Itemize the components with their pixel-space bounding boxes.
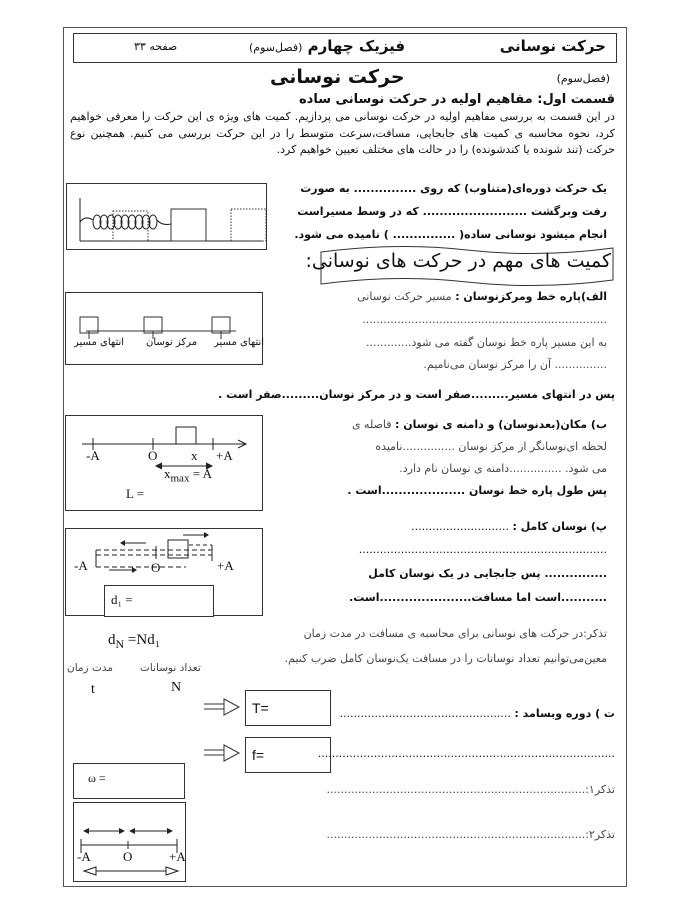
part-d-heading: ت ) دوره وبسامد :	[514, 707, 615, 720]
path-label-end-right: انتهای مسیر	[214, 337, 265, 348]
spring-mass-icon	[67, 184, 268, 251]
note-line-2: معین‌می‌توانیم تعداد نوسانات را در مسافت یک‌نوسان کامل ضرب کنیم.	[284, 652, 607, 665]
part-c-line-1	[411, 520, 607, 533]
implies-arrow-icon	[204, 697, 244, 717]
bottom-label-plus-a: +A	[169, 849, 186, 864]
axis-label-plus-a: +A	[216, 448, 233, 463]
part-b-line-1	[352, 418, 607, 431]
note-1: تذکر۱:..........................................................................	[326, 783, 615, 796]
axis-label-origin: O	[148, 448, 158, 463]
bottom-label-origin: O	[123, 849, 133, 864]
part-b-heading: ب) مکان(بعدنوسان) و دامنه ی نوسان :	[395, 418, 607, 431]
spring-diagram	[66, 183, 267, 250]
xmax-eq: = A	[192, 466, 212, 481]
period-box[interactable]: T=	[245, 690, 331, 726]
part-a-line-2: ......................................................................	[362, 313, 607, 326]
path-segment-icon	[66, 293, 264, 366]
full-label-minus-a: -A	[74, 558, 88, 573]
xmax-symbol: x	[164, 466, 171, 481]
part-b-line-2: لحظه ای‌نوسانگر از مرکز نوسان ...............نامیده	[375, 440, 607, 453]
path-label-end-left: انتهای مسیر	[74, 337, 125, 348]
page-title: حرکت نوسانی	[270, 66, 405, 88]
symbol-n: N	[171, 680, 182, 695]
axis-icon	[66, 416, 264, 512]
note-line-1: تذکر:در حرکت های نوسانی برای محاسبه ی مسافت در مدت زمان	[303, 627, 607, 640]
xmax-equation	[164, 466, 212, 485]
axis-label-minus-a: -A	[86, 448, 100, 463]
path-diagram	[65, 292, 263, 365]
header-topic: حرکت نوسانی	[499, 37, 606, 55]
definition-line-2: رفت وبرگشت ......................... که در وسط مسیراست	[297, 205, 607, 218]
header-page-number: صفحه ۳۳	[134, 40, 178, 53]
full-label-origin: O	[151, 560, 161, 575]
axis-label-x: x	[191, 448, 198, 463]
omega-box[interactable]: ω =	[73, 763, 185, 799]
header-chapter: (فصل‌سوم)	[249, 41, 303, 54]
part-d-blank: .................................................	[339, 707, 515, 720]
path-label-center: مرکز نوسان	[146, 337, 198, 348]
definition-line-3: انجام میشود نوسانی ساده( ............... ) نامیده می شود.	[294, 228, 607, 241]
bottom-axis-icon	[74, 803, 187, 883]
chapter-label: (فصل‌سوم)	[556, 72, 610, 85]
label-duration: مدت زمان	[67, 662, 113, 674]
label-oscillation-count: تعداد نوسانات	[140, 662, 201, 674]
banner-title: کمیت های مهم در حرکت های نوسانی:	[305, 250, 611, 272]
definition-line-1: یک حرکت دوره‌ای(متناوب) که روی ............... به صورت	[300, 182, 607, 195]
formula-sub: N	[115, 637, 125, 651]
part-d-line-1	[340, 707, 615, 720]
part-a-line-4: ............... آن را مرکز نوسان می‌نامیم.	[423, 358, 607, 371]
part-a-line-3: به این مسیر پاره خط نوسان گفته می شود.............	[366, 336, 607, 349]
part-a-heading: الف)پاره خط ومرکزنوسان :	[455, 290, 607, 303]
d1-box[interactable]: d₁ =	[104, 585, 214, 617]
page-header	[73, 33, 617, 63]
part-c-heading: پ) نوسان کامل :	[512, 520, 607, 533]
intro-paragraph: در این قسمت به بررسی مفاهیم اولیه در حرکت نوسانی می پردازیم. کمیت های ویژه ی این حرکت را معرفی خواهیم کرد، نحوه محاسبه ی کمیت های جابجایی، مسافت،سرعت متوسط را در این حرکت بررسی می کنیم. همچنین نوع حرکت (تند شونده یا کندشونده) را در حالت های مختلف تعیین خواهیم کرد.	[70, 110, 615, 156]
xmax-sub: max	[170, 472, 190, 485]
full-label-plus-a: +A	[217, 558, 234, 573]
part-c-line-4: ...........است اما مسافت......................است.	[349, 591, 607, 604]
implies-arrow-icon-2	[204, 743, 244, 763]
part-a-summary: پس در انتهای مسیر.........صفر است و در مرکز نوسان.........صفر است .	[218, 388, 615, 401]
header-book	[249, 37, 405, 55]
part-c-line-2: .......................................................................	[358, 543, 607, 556]
part-c-line-3: ............... پس جابجایی در یک نوسان کامل	[368, 567, 607, 580]
part-c-blank: ............................	[411, 520, 513, 533]
frequency-box[interactable]: f=	[245, 737, 331, 773]
distance-formula	[108, 632, 160, 652]
part-a-desc: مسیر حرکت نوسانی	[357, 290, 456, 303]
formula-lhs: d	[108, 632, 116, 648]
length-label: L =	[126, 486, 145, 501]
bottom-oscillation-diagram	[73, 802, 186, 882]
part-d-line-2: .....................................................................................	[317, 747, 615, 760]
bottom-label-minus-a: -A	[77, 849, 91, 864]
part-a-line-1	[357, 290, 607, 303]
symbol-t: t	[91, 682, 95, 697]
note-2: تذکر۲:..........................................................................	[326, 828, 615, 841]
section-title: قسمت اول: مفاهیم اولیه در حرکت نوسانی ساده	[299, 92, 615, 107]
axis-diagram	[65, 415, 263, 511]
part-b-line-4: پس طول پاره خط نوسان ....................است .	[347, 484, 607, 497]
full-oscillation-diagram	[65, 528, 263, 616]
part-b-desc: فاصله ی	[351, 418, 396, 431]
formula-rhs: =Nd₁	[124, 632, 160, 648]
header-book-title: فیزیک چهارم	[307, 37, 406, 55]
part-b-line-3: می شود. ...............دامنه ی نوسان نام دارد.	[399, 462, 607, 475]
